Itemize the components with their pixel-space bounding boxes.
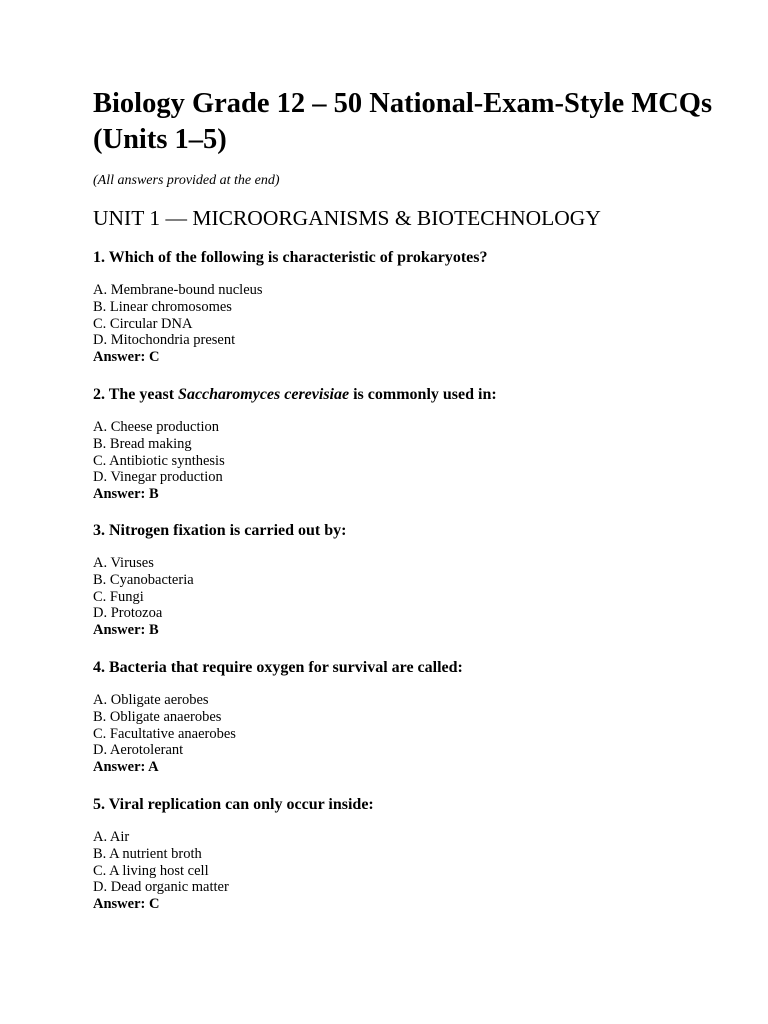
option-b: B. A nutrient broth: [93, 845, 202, 862]
document-title: Biology Grade 12 – 50 National-Exam-Style MCQs (Units 1–5): [93, 88, 713, 155]
option-a: A. Viruses: [93, 555, 154, 571]
option-a: A. Membrane-bound nucleus: [93, 282, 263, 298]
question-text-italic: Saccharomyces cerevisiae: [178, 386, 350, 403]
option-d: D. Vinegar production: [93, 469, 223, 486]
option-c: C. Facultative anaerobes: [93, 725, 236, 742]
option-c: C. Circular DNA: [93, 315, 193, 332]
option-list: [93, 555, 713, 622]
answer-key: Answer: A: [93, 759, 159, 776]
question-4: [93, 658, 713, 776]
document-subtitle: (All answers provided at the end): [93, 173, 280, 188]
question-text: [93, 795, 713, 815]
option-list: [93, 692, 713, 759]
option-b: B. Cyanobacteria: [93, 571, 194, 588]
question-text: [93, 521, 713, 541]
unit-heading: UNIT 1 — MICROORGANISMS & BIOTECHNOLOGY: [93, 206, 601, 230]
answer-key: Answer: B: [93, 622, 159, 639]
question-text: [93, 658, 713, 678]
option-d: D. Protozoa: [93, 605, 163, 622]
option-b: B. Bread making: [93, 435, 192, 452]
option-a: A. Cheese production: [93, 419, 220, 435]
option-list: [93, 829, 713, 896]
option-d: D. Dead organic matter: [93, 879, 229, 896]
question-text-prefix: 4. Bacteria that require oxygen for survival are called:: [93, 659, 463, 676]
option-d: D. Mitochondria present: [93, 332, 236, 349]
option-list: [93, 282, 713, 349]
question-text: [93, 248, 713, 268]
option-a: A. Obligate aerobes: [93, 692, 209, 708]
question-2: [93, 385, 713, 503]
question-text-prefix: 2. The yeast: [93, 386, 179, 403]
option-d: D. Aerotolerant: [93, 742, 184, 759]
option-c: C. Antibiotic synthesis: [93, 452, 225, 469]
option-list: [93, 419, 713, 486]
option-c: C. Fungi: [93, 588, 144, 605]
answer-key: Answer: C: [93, 896, 160, 913]
question-text: [93, 385, 713, 405]
question-1: [93, 248, 713, 366]
question-text-prefix: 5. Viral replication can only occur inside:: [93, 796, 374, 813]
option-a: A. Air: [93, 829, 130, 845]
option-b: B. Obligate anaerobes: [93, 708, 222, 725]
option-b: B. Linear chromosomes: [93, 298, 232, 315]
question-text-prefix: 3. Nitrogen fixation is carried out by:: [93, 522, 347, 539]
question-text-suffix: is commonly used in:: [349, 386, 497, 403]
question-3: [93, 521, 713, 639]
option-c: C. A living host cell: [93, 862, 209, 879]
question-text-prefix: 1. Which of the following is characteristic of prokaryotes?: [93, 249, 488, 266]
answer-key: Answer: B: [93, 486, 159, 503]
question-5: [93, 795, 713, 913]
answer-key: Answer: C: [93, 349, 160, 366]
